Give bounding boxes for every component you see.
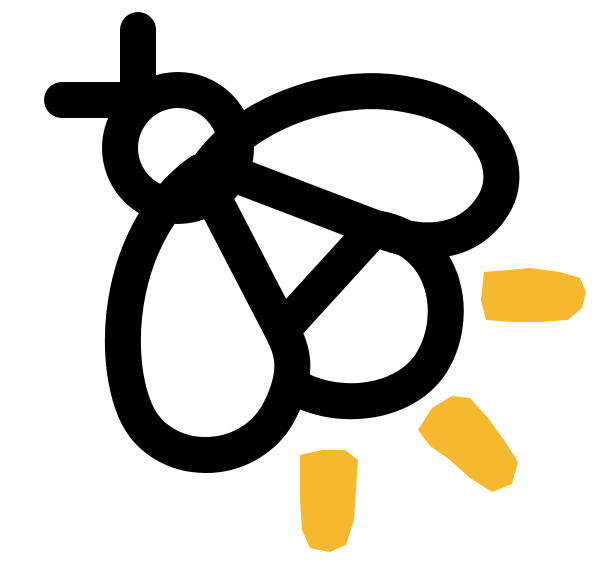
firefly-outline — [62, 30, 501, 455]
wing-divider — [282, 228, 375, 330]
firefly-wing-lower — [123, 172, 292, 455]
glow-stroke-bottom — [300, 450, 358, 552]
glow-stroke-right — [481, 268, 586, 322]
firefly-wing-upper — [210, 91, 501, 240]
glow-stroke-middle — [418, 396, 518, 492]
